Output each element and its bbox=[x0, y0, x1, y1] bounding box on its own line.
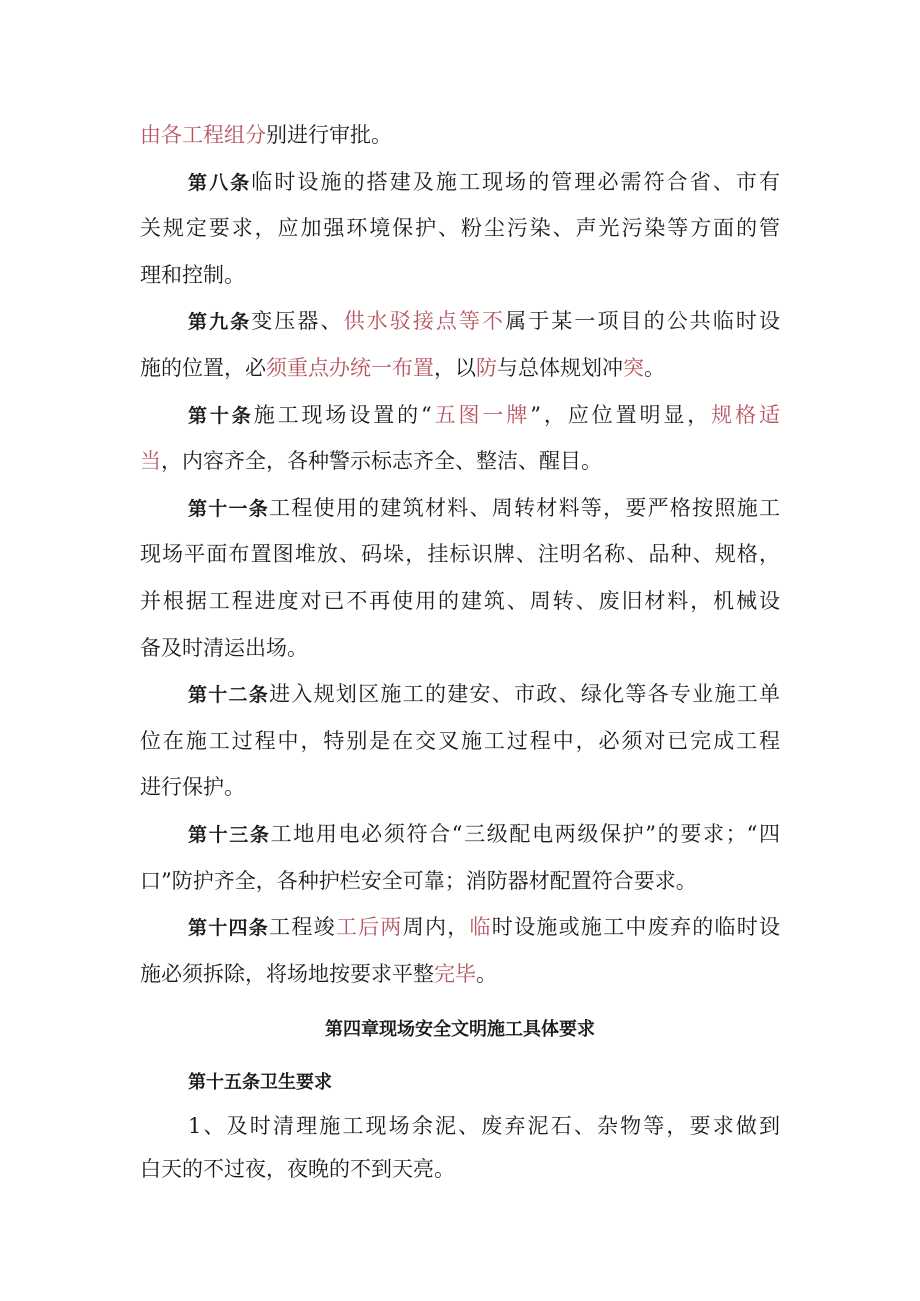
section-items bbox=[140, 1105, 780, 1191]
article-paragraph bbox=[140, 671, 780, 811]
article-paragraph bbox=[140, 485, 780, 671]
document-page bbox=[140, 112, 780, 1191]
article-label: 第八条 bbox=[188, 171, 252, 194]
text-run: 现场平面布置图堆放、码垛，挂标识牌、注明名称、品种、规格， bbox=[140, 542, 780, 567]
article-label: 第十四条 bbox=[188, 917, 270, 940]
text-line bbox=[140, 764, 780, 811]
article-label: 第十一条 bbox=[188, 497, 270, 520]
text-line bbox=[140, 858, 780, 905]
highlighted-text: 由各工程组分 bbox=[140, 123, 266, 147]
article-label: 第十二条 bbox=[188, 684, 270, 707]
text-run: 关规定要求，应加强环境保护、粉尘污染、声光污染等方面的管 bbox=[140, 216, 780, 241]
highlighted-text: 完毕 bbox=[434, 961, 476, 986]
text-run: 施必须拆除，将场地按要求平整 bbox=[140, 961, 434, 986]
text-run: 别进行审批。 bbox=[266, 123, 392, 147]
highlighted-text: 工后两 bbox=[335, 915, 403, 940]
text-run: 周内， bbox=[402, 915, 470, 940]
highlighted-text: 临 bbox=[469, 915, 492, 940]
text-line bbox=[140, 112, 780, 159]
text-line bbox=[140, 345, 780, 392]
text-run: 1、及时清理施工现场余泥、废弃泥石、杂物等，要求做到 bbox=[188, 1114, 780, 1139]
text-line bbox=[140, 951, 780, 998]
highlighted-text: 防 bbox=[476, 355, 497, 380]
text-run: 理和控制。 bbox=[140, 262, 245, 287]
highlighted-text: 须重点办统一布置 bbox=[266, 355, 434, 380]
text-run: 工地用电必须符合“三级配电两级保护”的要求；“四 bbox=[270, 821, 780, 846]
text-run: 口”防护齐全，各种护栏安全可靠；消防器材配置符合要求。 bbox=[140, 868, 697, 893]
text-run: 白天的不过夜，夜晚的不到天亮。 bbox=[140, 1157, 455, 1182]
text-run: 。 bbox=[476, 961, 497, 986]
text-run: 临时设施的搭建及施工现场的管理必需符合省、市有 bbox=[251, 169, 780, 194]
text-line bbox=[140, 485, 780, 532]
article-paragraph bbox=[140, 811, 780, 904]
chapter-title: 第四章现场安全文明施工具体要求 bbox=[325, 1019, 595, 1041]
article-paragraph bbox=[140, 298, 780, 391]
text-line bbox=[140, 252, 780, 299]
text-run: ，内容齐全，各种警示标志齐全、整洁、醒目。 bbox=[161, 449, 602, 474]
text-line bbox=[140, 531, 780, 578]
text-run: 工程使用的建筑材料、周转材料等，要严格按照施工 bbox=[269, 495, 780, 520]
article-paragraph bbox=[140, 392, 780, 485]
text-run: 与总体规划冲 bbox=[497, 355, 623, 380]
highlighted-text: 供水驳接点等不 bbox=[343, 309, 506, 334]
highlighted-text: 当 bbox=[140, 449, 161, 474]
text-line bbox=[140, 1105, 780, 1148]
text-run: ，以 bbox=[434, 355, 476, 380]
text-line bbox=[140, 904, 780, 951]
text-line bbox=[140, 718, 780, 765]
text-run: 位在施工过程中，特别是在交叉施工过程中，必须对已完成工程 bbox=[140, 728, 780, 753]
text-run: 工程竣 bbox=[269, 915, 336, 940]
highlighted-text: 五图一牌 bbox=[431, 402, 531, 427]
text-line bbox=[140, 298, 780, 345]
article-paragraph bbox=[140, 159, 780, 299]
highlighted-text: 规格适 bbox=[711, 402, 780, 427]
text-run: 时设施或施工中废弃的临时设 bbox=[491, 915, 781, 940]
text-run: 施工现场设置的“ bbox=[253, 402, 432, 427]
text-line bbox=[140, 625, 780, 672]
text-line bbox=[140, 578, 780, 625]
section-heading: 第十五条卫生要求 bbox=[188, 1072, 332, 1094]
articles-list bbox=[140, 159, 780, 998]
article-label: 第十三条 bbox=[188, 823, 271, 846]
text-line bbox=[140, 159, 780, 206]
continued-paragraph bbox=[140, 112, 780, 159]
text-run: 施的位置，必 bbox=[140, 355, 266, 380]
article-label: 第九条 bbox=[188, 311, 252, 334]
text-line bbox=[140, 205, 780, 252]
text-run: 备及时清运出场。 bbox=[140, 635, 308, 660]
text-run: 变压器、 bbox=[251, 309, 344, 334]
text-run: 并根据工程进度对已不再使用的建筑、周转、废旧材料，机械设 bbox=[140, 588, 780, 613]
text-run: 属于某一项目的公共临时设 bbox=[505, 309, 781, 334]
highlighted-text: 突 bbox=[623, 355, 644, 380]
text-line bbox=[140, 811, 780, 858]
text-run: 。 bbox=[644, 355, 665, 380]
text-line bbox=[140, 392, 780, 439]
list-item bbox=[140, 1105, 780, 1191]
article-label: 第十条 bbox=[188, 404, 254, 427]
text-line bbox=[140, 438, 780, 485]
text-run: ”，应位置明显， bbox=[530, 402, 712, 427]
text-line bbox=[140, 671, 780, 718]
article-paragraph bbox=[140, 904, 780, 997]
text-run: 进入规划区施工的建安、市政、绿化等各专业施工单 bbox=[269, 682, 780, 707]
text-run: 进行保护。 bbox=[140, 775, 245, 800]
text-line bbox=[140, 1148, 780, 1191]
